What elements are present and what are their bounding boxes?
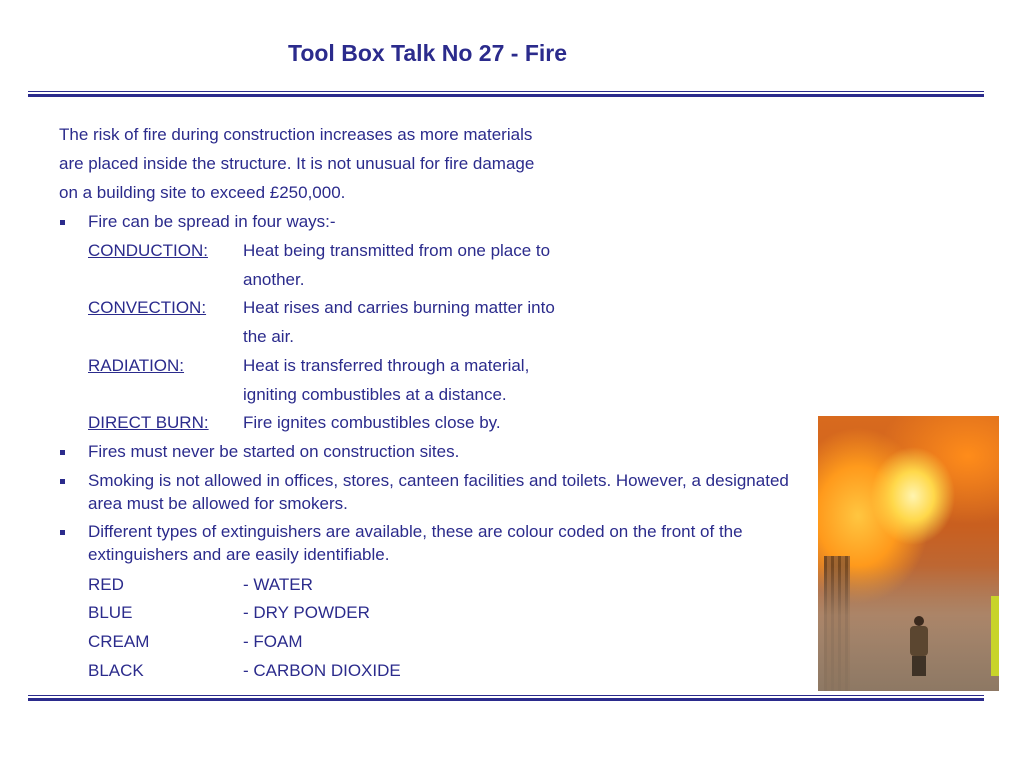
spread-description: Fire ignites combustibles close by. <box>243 413 501 432</box>
bullet-icon <box>60 479 65 484</box>
spread-term: RADIATION: <box>88 356 185 375</box>
bullet-text: Smoking is not allowed in offices, stores, canteen facilities and toilets. However, a designated area must be allowed for smokers. <box>88 471 789 513</box>
fire-photo <box>818 416 999 691</box>
spread-description: the air. <box>243 327 295 346</box>
extinguisher-colour: CREAM <box>88 632 150 651</box>
spread-term: CONVECTION: <box>88 298 207 317</box>
firefighter-figure <box>908 616 930 676</box>
spread-term: DIRECT BURN: <box>88 413 209 432</box>
bullet-icon <box>60 450 65 455</box>
spread-description: igniting combustibles at a distance. <box>243 385 507 404</box>
slide-title: Tool Box Talk No 27 - Fire <box>287 40 568 66</box>
spread-description: Heat is transferred through a material, <box>243 356 530 375</box>
extinguisher-colour: BLUE <box>88 603 133 622</box>
intro-line: are placed inside the structure. It is not unusual for fire damage <box>59 154 535 173</box>
hi-vis-edge <box>991 596 999 676</box>
spread-term: CONDUCTION: <box>88 241 208 260</box>
extinguisher-colour: BLACK <box>88 661 144 680</box>
spread-heading: Fire can be spread in four ways:- <box>88 212 336 231</box>
bullet-text: Different types of extinguishers are available, these are colour coded on the front of the extinguishers and are easily identifiable. <box>88 522 743 564</box>
bullet-icon <box>60 220 65 225</box>
spread-description: another. <box>243 270 305 289</box>
extinguisher-type: - FOAM <box>243 632 303 651</box>
spread-description: Heat rises and carries burning matter into <box>243 298 555 317</box>
extinguisher-type: - WATER <box>243 575 313 594</box>
extinguisher-type: - DRY POWDER <box>243 603 370 622</box>
bottom-divider <box>28 695 984 701</box>
extinguisher-type: - CARBON DIOXIDE <box>243 661 401 680</box>
bullet-text: Fires must never be started on construction sites. <box>88 442 460 461</box>
extinguisher-colour: RED <box>88 575 124 594</box>
intro-line: on a building site to exceed £250,000. <box>59 183 346 202</box>
intro-line: The risk of fire during construction increases as more materials <box>59 125 533 144</box>
spread-description: Heat being transmitted from one place to <box>243 241 551 260</box>
bullet-icon <box>60 530 65 535</box>
